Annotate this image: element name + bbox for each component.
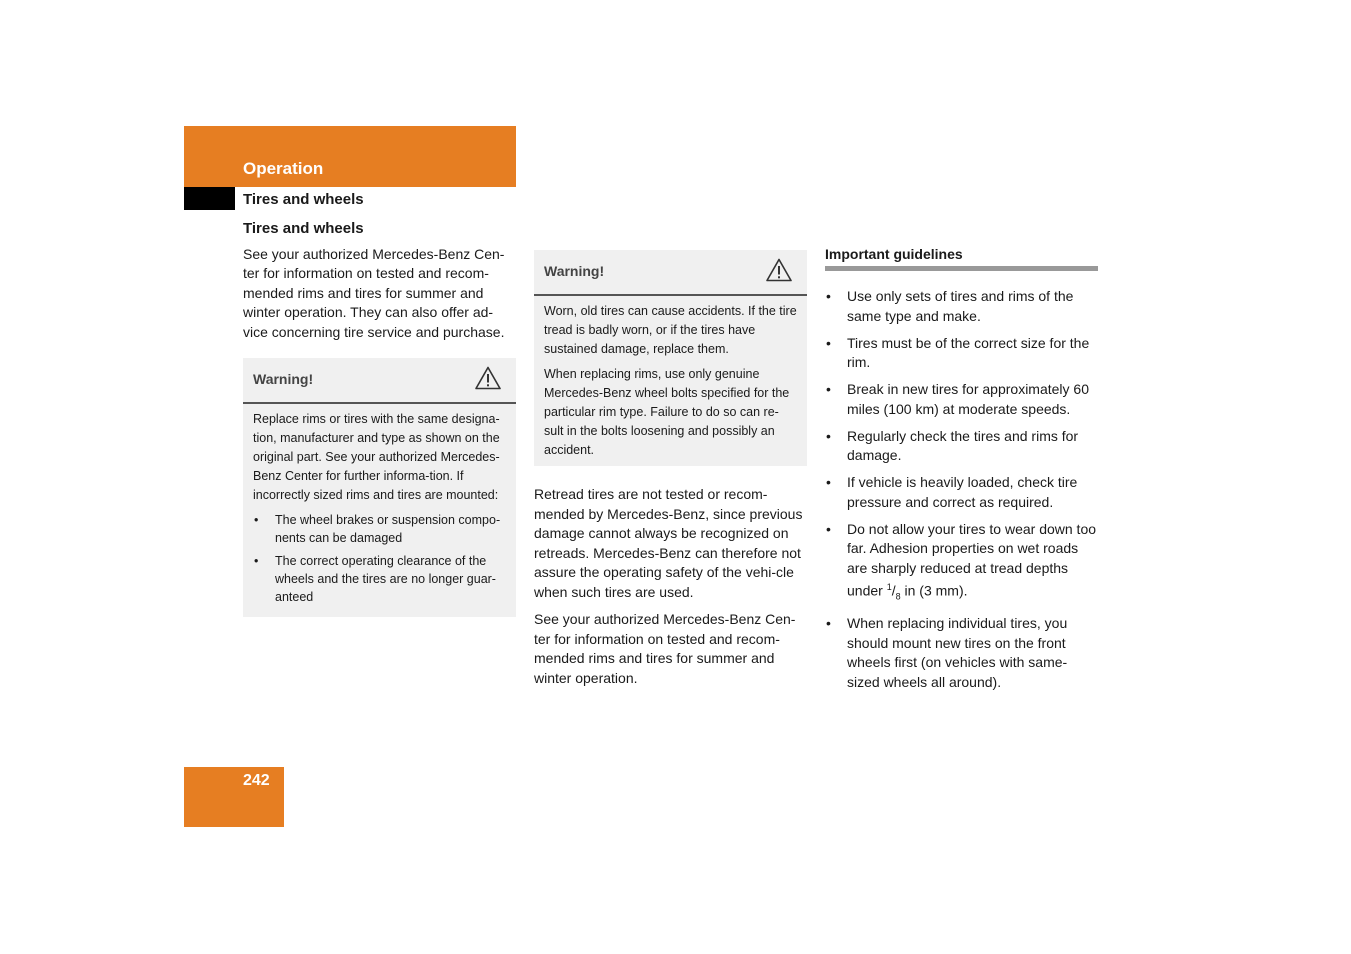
warning-bullet-list xyxy=(253,511,506,606)
column-right xyxy=(825,245,1098,700)
intro-paragraph: See your authorized Mercedes-Benz Cen-ter for information on tested and recom-mended rims and tires for summer and winter operation. They can also offer ad-vice concerning tire service and purchase. xyxy=(243,245,505,340)
page-heading: Tires and wheels xyxy=(243,220,364,237)
warning-triangle-icon xyxy=(766,258,792,282)
retread-paragraph: Retread tires are not tested or recom-mended by Mercedes-Benz, since previous damage cannot always be recognized on retreads. Mercedes-Benz can therefore not assure the operating safety of the vehi-cle when such tires are used. xyxy=(534,486,803,600)
warning-body xyxy=(243,404,516,617)
list-item-tread-depth: • Do not allow your tires to wear down too far. Adhesion properties on wet roads are sharply reduced at tread depths under $^1/_8$ in (3 mm). xyxy=(825,520,1098,607)
tread-text-before: Do not allow your tires to wear down too far. Adhesion properties on wet roads are sharply reduced at tread depths under xyxy=(847,520,1097,599)
section-title: Tires and wheels xyxy=(243,191,364,208)
list-item: • Use only sets of tires and rims of the same type and make. xyxy=(825,287,1098,326)
warning-text: Replace rims or tires with the same designa-tion, manufacturer and type as shown on the original part. See your authorized Mercedes-Benz Center for further informa-tion. If incorrectly sized rims and tires are mounted: xyxy=(253,412,500,502)
list-item: • When replacing individual tires, you should mount new tires on the front wheels first (on vehicles with same-sized wheels all around). xyxy=(825,614,1098,692)
page-number-box xyxy=(184,767,284,827)
list-item: • Regularly check the tires and rims for damage. xyxy=(825,427,1098,466)
warning-text: Worn, old tires can cause accidents. If the tire tread is badly worn, or if the tires have sustained damage, replace them. xyxy=(544,304,797,356)
tread-text-after: in (3 mm). xyxy=(900,582,968,599)
guidelines-heading: Important guidelines xyxy=(825,245,1098,271)
warning-triangle-icon xyxy=(475,366,501,390)
guidelines-list xyxy=(825,287,1098,692)
list-item: • The wheel brakes or suspension compo-nents can be damaged xyxy=(253,511,506,547)
warning-label: Warning! xyxy=(253,371,314,387)
warning-body xyxy=(534,296,807,466)
warning-label: Warning! xyxy=(544,263,605,279)
column-left xyxy=(243,219,516,617)
list-item: • If vehicle is heavily loaded, check tire pressure and correct as required. xyxy=(825,473,1098,512)
warning-header xyxy=(534,250,807,296)
list-item: • Break in new tires for approximately 60 miles (100 km) at moderate speeds. xyxy=(825,380,1098,419)
list-item: • Tires must be of the correct size for the rim. xyxy=(825,334,1098,373)
warning-box-worn-tires xyxy=(534,250,807,466)
page-number: 242 xyxy=(243,772,270,789)
warning-text: When replacing rims, use only genuine Mercedes-Benz wheel bolts specified for the particular rim type. Failure to do so can re-sult in the bolts loosening and possibly an accident. xyxy=(544,367,790,457)
fraction-numerator: 1 xyxy=(886,582,892,592)
warning-box-rims xyxy=(243,358,516,617)
fraction-denominator: 8 xyxy=(895,591,901,602)
chapter-header xyxy=(184,126,516,187)
dealer-paragraph: See your authorized Mercedes-Benz Cen-ter for information on tested and recom-mended rims and tires for summer and winter operation. xyxy=(534,611,796,686)
chapter-title: Operation xyxy=(243,159,324,178)
column-middle xyxy=(534,250,807,688)
section-marker xyxy=(184,187,235,210)
warning-header xyxy=(243,358,516,404)
list-item: • The correct operating clearance of the wheels and the tires are no longer guar-anteed xyxy=(253,552,506,606)
